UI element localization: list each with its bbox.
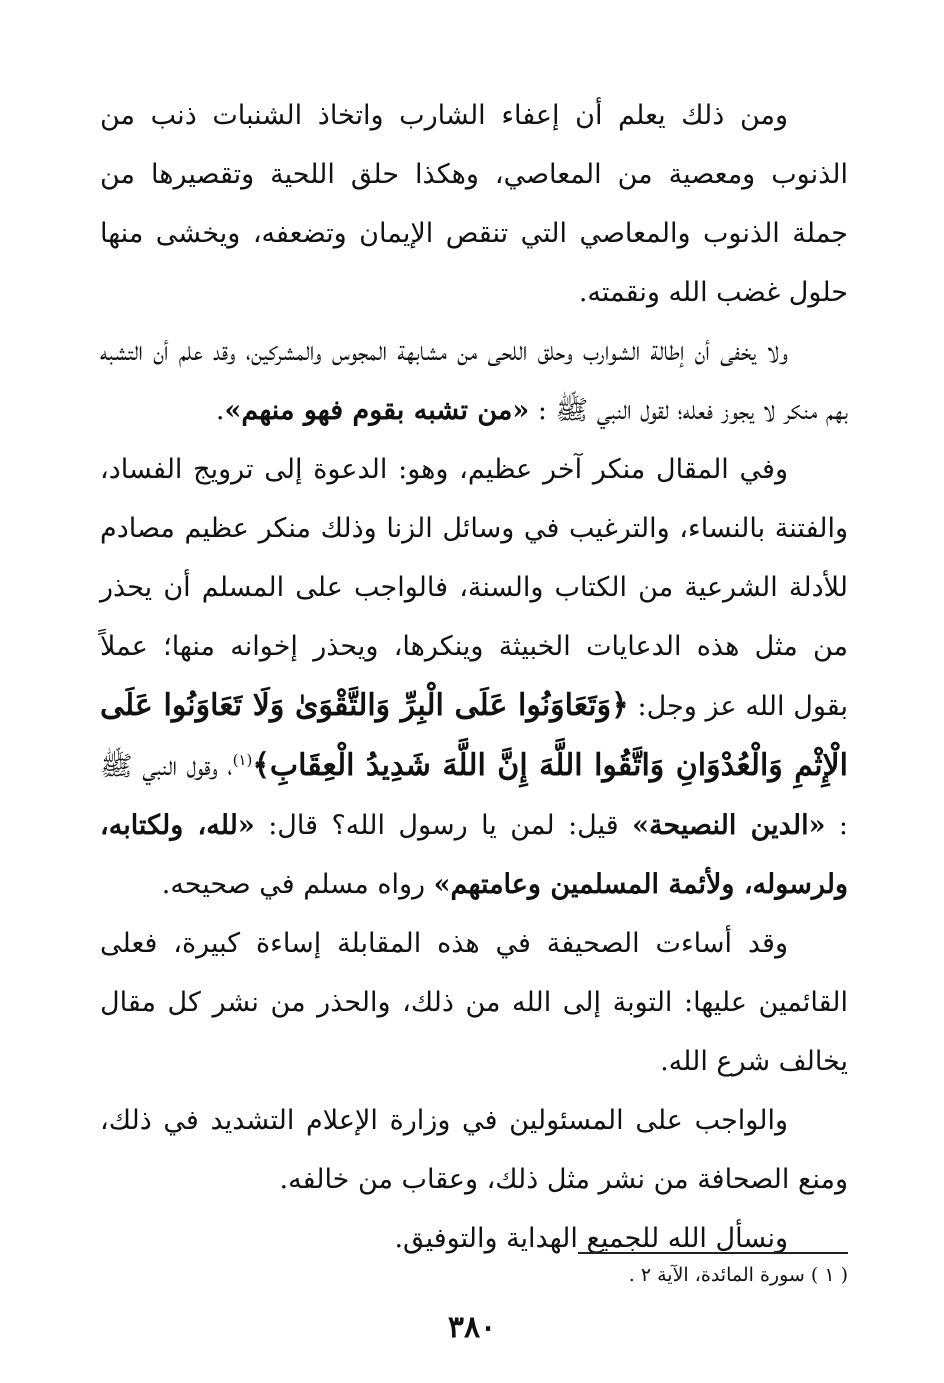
paragraph-ministry: والواجب على المسئولين في وزارة الإعلام التشديد في ذلك، ومنع الصحافة من نشر مثل ذلك، وعقاب من خالفه. (100, 1105, 848, 1195)
paragraph-end: . (215, 395, 225, 426)
footnote: ( ١ ) سورة المائدة، الآية ٢ . (628, 1264, 848, 1286)
page-body (100, 86, 848, 1383)
paragraph-text: ولا يخفى أن إطالة الشوارب وحلق اللحى من مشابهة المجوس والمشركين، وقد علم أن التشبه بهم منكر لا يجوز فعله؛ لقول النبي ﷺ : (100, 336, 848, 426)
paragraph-beard-sin: ومن ذلك يعلم أن إعفاء الشارب واتخاذ الشنبات ذنب من الذنوب ومعصية من المعاصي، وهكذا حلق اللحية وتقصيرها من جملة الذنوب والمعاصي التي تنقص الإيمان وتضعفه، ويخشى منها حلول غضب الله ونقمته. (100, 100, 848, 308)
page-number: ٣٨٠ (447, 1310, 497, 1345)
paragraph-end: رواه مسلم في صحيحه. (161, 869, 434, 900)
paragraph-article-evil (100, 440, 848, 914)
paragraph-text: ، وقول النبي ﷺ : (100, 751, 848, 841)
hadith-quote: «من تشبه بقوم فهو منهم» (224, 395, 530, 426)
quran-verse: ﴿وَتَعَاوَنُوا عَلَى الْبِرِّ وَالتَّقْوَىٰ وَلَا تَعَاوَنُوا عَلَى الْإِثْمِ وَالْعُدْوَانِ وَاتَّقُوا اللَّهَ إِنَّ اللَّهَ شَدِيدُ الْعِقَابِ﴾ (100, 688, 848, 783)
paragraph-text: قيل: لمن يا رسول الله؟ قال: (254, 810, 633, 841)
paragraph-closing: ونسأل الله للجميع الهداية والتوفيق. (394, 1223, 788, 1254)
footnote-divider (578, 1252, 848, 1254)
hadith-quote: «الدين النصيحة» (632, 810, 826, 841)
paragraph-newspaper: وقد أساءت الصحيفة في هذه المقابلة إساءة كبيرة، فعلى القائمين عليها: التوبة إلى الله من ذلك، والحذر من نشر كل مقال يخالف شرع الله. (100, 928, 848, 1077)
hadith-quote: «لله، ولكتابه، ولرسوله، ولأئمة المسلمين وعامتهم» (100, 810, 848, 900)
paragraph-imitation (100, 322, 848, 440)
paragraph-text: وفي المقال منكر آخر عظيم، وهو: الدعوة إلى ترويج الفساد، والفتنة بالنساء، والترغيب في وسائل الزنا وذلك منكر عظيم مصادم للأدلة الشرعية من الكتاب والسنة، فالواجب على المسلم أن يحذر من مثل هذه الدعايات الخبيثة وينكرها، ويحذر إخوانه منها؛ عملاً بقول الله عز وجل: (100, 454, 848, 722)
footnote-reference: (١) (232, 751, 253, 769)
